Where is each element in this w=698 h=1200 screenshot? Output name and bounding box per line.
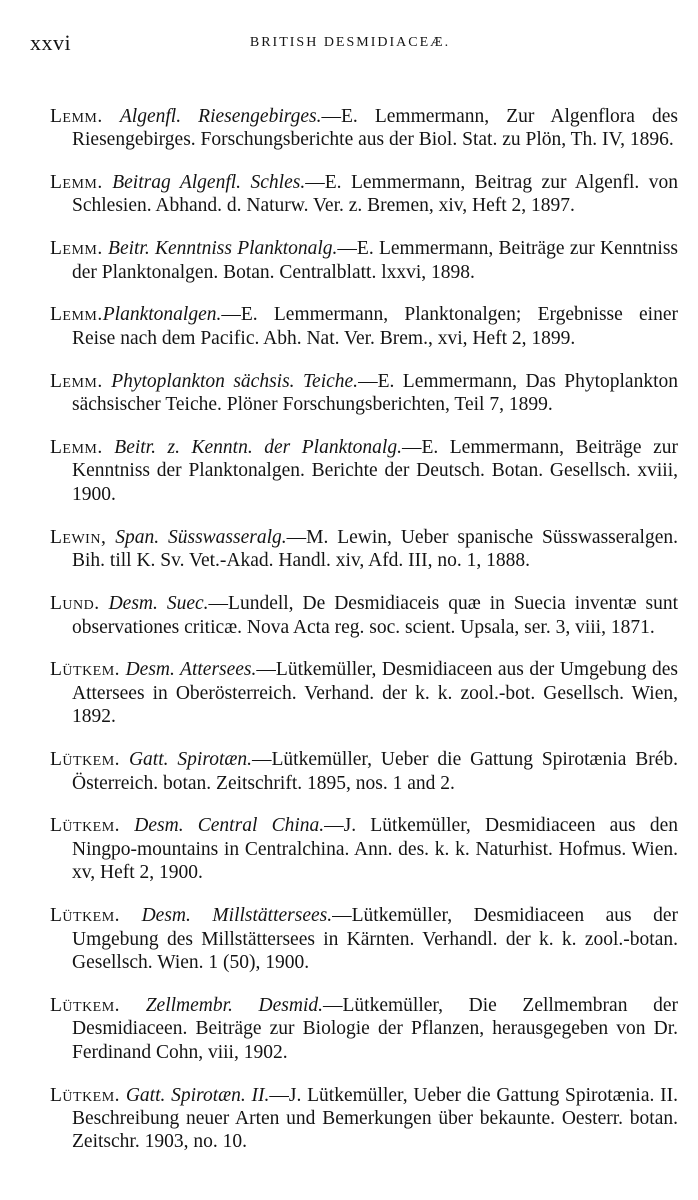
full-citation: —E. Lemmermann, Beiträge zur Kenntniss der Planktonalgen. Berichte der Deutsch. Botan. Gesellsch. xviii, 1900.: [72, 437, 679, 505]
bibliography-entry: [50, 904, 678, 974]
author-abbreviation: Lemm.: [50, 171, 103, 193]
full-citation: —E. Lemmermann, Beitrag zur Algenfl. von Schlesien. Abhand. d. Naturw. Ver. z. Bremen, xiv, Heft 2, 1897.: [72, 171, 679, 217]
full-citation: —E. Lemmermann, Das Phytoplankton sächsischer Teiche. Plöner Forschungsberichten, Teil 7, 1899.: [72, 370, 678, 416]
author-abbreviation: Lemm.: [50, 437, 103, 459]
short-title: Phytoplankton sächsis. Teiche.: [111, 370, 359, 392]
author-abbreviation: Lemm.: [50, 370, 103, 392]
short-title: Gatt. Spirotæn.: [128, 749, 252, 771]
short-title: Desm. Attersees.: [125, 659, 257, 681]
short-title: Beitr. Kenntniss Planktonalg.: [108, 238, 338, 260]
short-title: Beitrag Algenfl. Schles.: [112, 171, 306, 193]
bibliography-entry: [50, 994, 678, 1064]
full-citation: —E. Lemmermann, Planktonalgen; Ergebnisse einer Reise nach dem Pacific. Abh. Nat. Ver. Brem., xvi, Heft 2, 1899.: [72, 304, 678, 349]
bibliography-entry: [50, 436, 678, 506]
author-abbreviation: Lütkem.: [50, 905, 121, 927]
short-title: Beitr. z. Kenntn. der Planktonalg.: [114, 437, 402, 459]
short-title: Desm. Central China.: [134, 815, 325, 837]
bibliography-entry: [50, 748, 678, 795]
short-title: Desm. Millstättersees.: [141, 905, 333, 927]
full-citation: —Lütkemüller, Die Zellmembran der Desmidiaceen. Beiträge zur Biologie der Pflanzen, herausgegeben von Dr. Ferdinand Cohn, viii, 1902.: [72, 994, 678, 1063]
author-abbreviation: Lütkem.: [50, 815, 121, 837]
bibliography-entry: [50, 1084, 678, 1154]
author-abbreviation: Lemm.: [50, 304, 103, 326]
bibliography-entry: [50, 592, 678, 639]
full-citation: —J. Lütkemüller, Ueber die Gattung Spirotænia. II. Beschreibung neuer Arten und Bemerkungen über bekaunte. Oesterr. botan. Zeitschr. 1903, no. 10.: [72, 1084, 679, 1153]
author-abbreviation: Lütkem.: [50, 659, 121, 681]
author-abbreviation: Lemm.: [50, 105, 103, 127]
page-number: xxvi: [30, 30, 72, 55]
bibliography-entry: [50, 171, 678, 218]
short-title: Zellmembr. Desmid.: [145, 994, 323, 1016]
full-citation: —Lütkemüller, Desmidiaceen aus der Umgebung des Millstättersees in Kärnten. Verhandl. der k. k. zool.-botan. Gesellsch. Wien. 1 (50), 1900.: [72, 905, 679, 973]
bibliography-list: [50, 85, 678, 1158]
bibliography-entry: [50, 370, 678, 417]
full-citation: —E. Lemmermann, Beiträge zur Kenntniss der Planktonalgen. Botan. Centralblatt. lxxvi, 1898.: [72, 238, 679, 283]
short-title: Gatt. Spirotæn. II.: [125, 1084, 270, 1106]
running-title: BRITISH DESMIDIACEÆ.: [249, 35, 451, 50]
full-citation: —J. Lütkemüller, Desmidiaceen aus den Ningpo-mountains in Centralchina. Ann. des. k. k. Naturhist. Hofmus. Wien. xv, Heft 2, 1900.: [72, 815, 679, 884]
full-citation: —Lütkemüller, Ueber die Gattung Spirotænia Bréb. Österreich. botan. Zeitschrift. 1895, nos. 1 and 2.: [72, 749, 679, 794]
short-title: Span. Süsswasseralg.: [115, 526, 287, 548]
bibliography-entry: [50, 303, 678, 350]
bibliography-entry: [50, 526, 678, 573]
author-abbreviation: Lütkem.: [50, 1084, 121, 1106]
author-abbreviation: Lütkem.: [50, 749, 121, 771]
author-abbreviation: Lewin,: [50, 526, 107, 548]
short-title: Planktonalgen.: [102, 304, 222, 326]
full-citation: —M. Lewin, Ueber spanische Süsswasseralgen. Bih. till K. Sv. Vet.-Akad. Handl. xiv, Afd. III, no. 1, 1888.: [72, 526, 678, 572]
full-citation: —E. Lemmermann, Zur Algenflora des Riesengebirges. Forschungsberichte aus der Biol. Stat. zu Plön, Th. IV, 1896.: [72, 105, 678, 150]
page-header: [30, 30, 670, 60]
bibliography-entry: [50, 105, 678, 152]
author-abbreviation: Lund.: [50, 593, 100, 615]
author-abbreviation: Lütkem.: [50, 994, 121, 1016]
full-citation: —Lütkemüller, Desmidiaceen aus der Umgebung des Attersees in Oberösterreich. Verhand. der k. k. zool.-bot. Gesellsch. Wien, 1892.: [72, 659, 678, 728]
bibliography-entry: [50, 658, 678, 728]
short-title: Desm. Suec.: [108, 593, 209, 615]
bibliography-entry: [50, 237, 678, 284]
full-citation: —Lundell, De Desmidiaceis quæ in Suecia inventæ sunt observationes criticæ. Nova Acta reg. soc. scient. Upsala, ser. 3, viii, 1871.: [72, 593, 678, 638]
bibliography-entry: [50, 814, 678, 884]
author-abbreviation: Lemm.: [50, 238, 103, 260]
short-title: Algenfl. Riesengebirges.: [119, 105, 322, 127]
